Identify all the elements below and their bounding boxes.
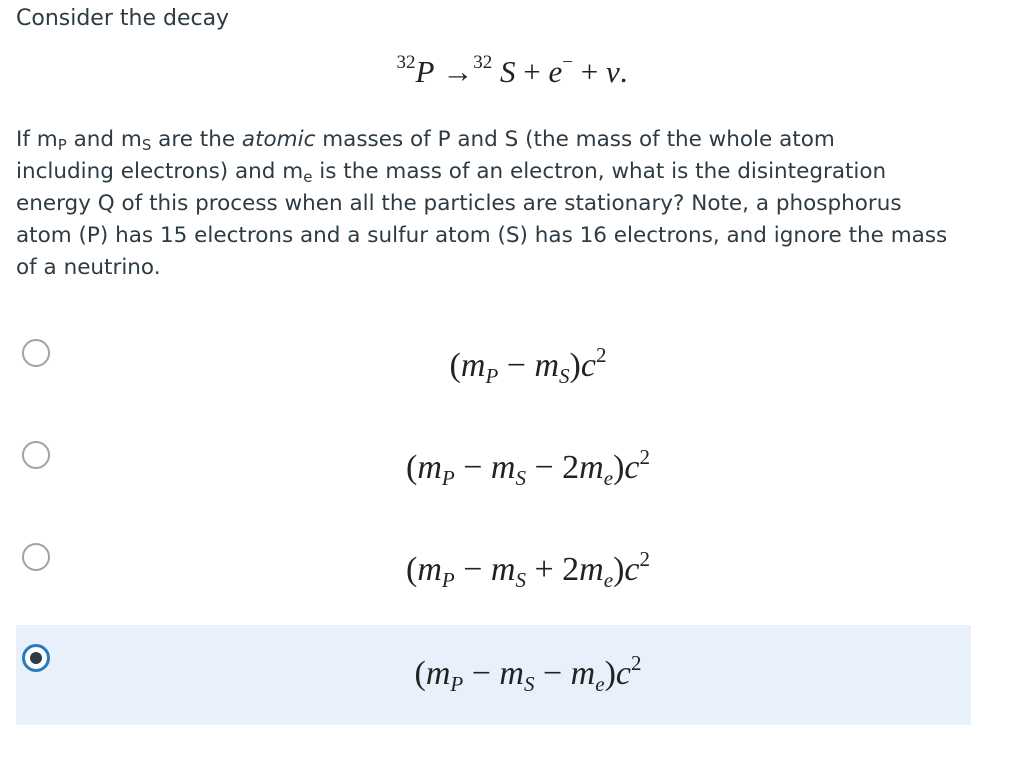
text: and m (66, 127, 142, 152)
text: If m (16, 127, 58, 152)
subscript: P (441, 466, 455, 490)
paren: ( (406, 449, 418, 486)
answer-option-2[interactable] (16, 425, 971, 525)
subscript: e (603, 568, 614, 592)
var: m (417, 551, 442, 588)
operator: − (454, 551, 491, 588)
paren: ( (414, 655, 426, 692)
text: is the mass of an electron, what is the disintegration (312, 159, 887, 184)
var: m (490, 551, 516, 588)
period: . (619, 54, 628, 89)
exponent: 2 (630, 651, 642, 675)
parent-nucleus: P (415, 54, 435, 89)
operator: + 2 (525, 551, 580, 588)
plus-sign: + (580, 54, 599, 89)
option-formula (16, 547, 1024, 592)
mass-number-s: 32 (473, 52, 493, 73)
paren: ( (406, 551, 418, 588)
answer-option-1[interactable] (16, 323, 971, 423)
var: m (570, 655, 596, 692)
operator: − (498, 347, 535, 384)
paren: ) (613, 449, 625, 486)
question-line: energy Q of this process when all the particles are stationary? Note, a phosphorus (16, 191, 902, 216)
answer-option-3[interactable] (16, 527, 971, 627)
exponent: 2 (639, 445, 650, 469)
option-formula (16, 445, 1024, 490)
electron-charge: − (562, 52, 573, 73)
var: c (615, 655, 631, 692)
text: masses of P and S (the mass of the whole atom (315, 127, 835, 152)
var: m (490, 449, 516, 486)
emphasis: atomic (241, 127, 316, 152)
paren: ) (569, 347, 581, 384)
var: m (499, 655, 524, 692)
operator: − 2 (525, 449, 580, 486)
text: are the (151, 127, 242, 152)
question-line (16, 124, 976, 156)
paren: ( (449, 347, 461, 384)
subscript: e (595, 672, 605, 696)
subscript: S (515, 568, 526, 592)
mass-number-p: 32 (396, 52, 416, 73)
text: including electrons) and m (16, 159, 304, 184)
arrow: → (442, 54, 474, 89)
exponent: 2 (595, 343, 607, 367)
operator: − (454, 449, 491, 486)
var: m (417, 449, 442, 486)
subscript: P (485, 364, 499, 388)
operator: − (463, 655, 500, 692)
exponent: 2 (639, 547, 650, 571)
subscript: e (303, 168, 313, 186)
var: m (460, 347, 486, 384)
answer-option-4[interactable] (16, 625, 971, 725)
decay-equation (0, 52, 1024, 90)
subscript: S (141, 136, 152, 154)
question-line: atom (P) has 15 electrons and a sulfur atom (S) has 16 electrons, and ignore the mass (16, 223, 948, 248)
paren: ) (604, 655, 616, 692)
var: m (425, 655, 451, 692)
var: c (624, 551, 640, 588)
var: c (624, 449, 640, 486)
var: m (579, 551, 604, 588)
paren: ) (613, 551, 625, 588)
var: c (580, 347, 596, 384)
subscript: P (441, 568, 455, 592)
question-text (16, 124, 976, 284)
question-line: of a neutrino. (16, 255, 161, 280)
option-formula (16, 343, 1024, 388)
var: m (579, 449, 604, 486)
operator: − (534, 655, 571, 692)
subscript: P (450, 672, 464, 696)
subscript: S (523, 672, 535, 696)
electron-symbol: e (548, 54, 563, 89)
neutrino-symbol: ν (605, 54, 620, 89)
intro-text: Consider the decay (16, 6, 230, 31)
subscript: S (515, 466, 526, 490)
plus-sign: + (523, 54, 541, 89)
daughter-nucleus: S (499, 54, 516, 89)
subscript: S (559, 364, 570, 388)
subscript: P (57, 136, 67, 154)
question-line (16, 156, 976, 188)
option-formula (16, 651, 1024, 696)
subscript: e (603, 466, 614, 490)
var: m (534, 347, 560, 384)
